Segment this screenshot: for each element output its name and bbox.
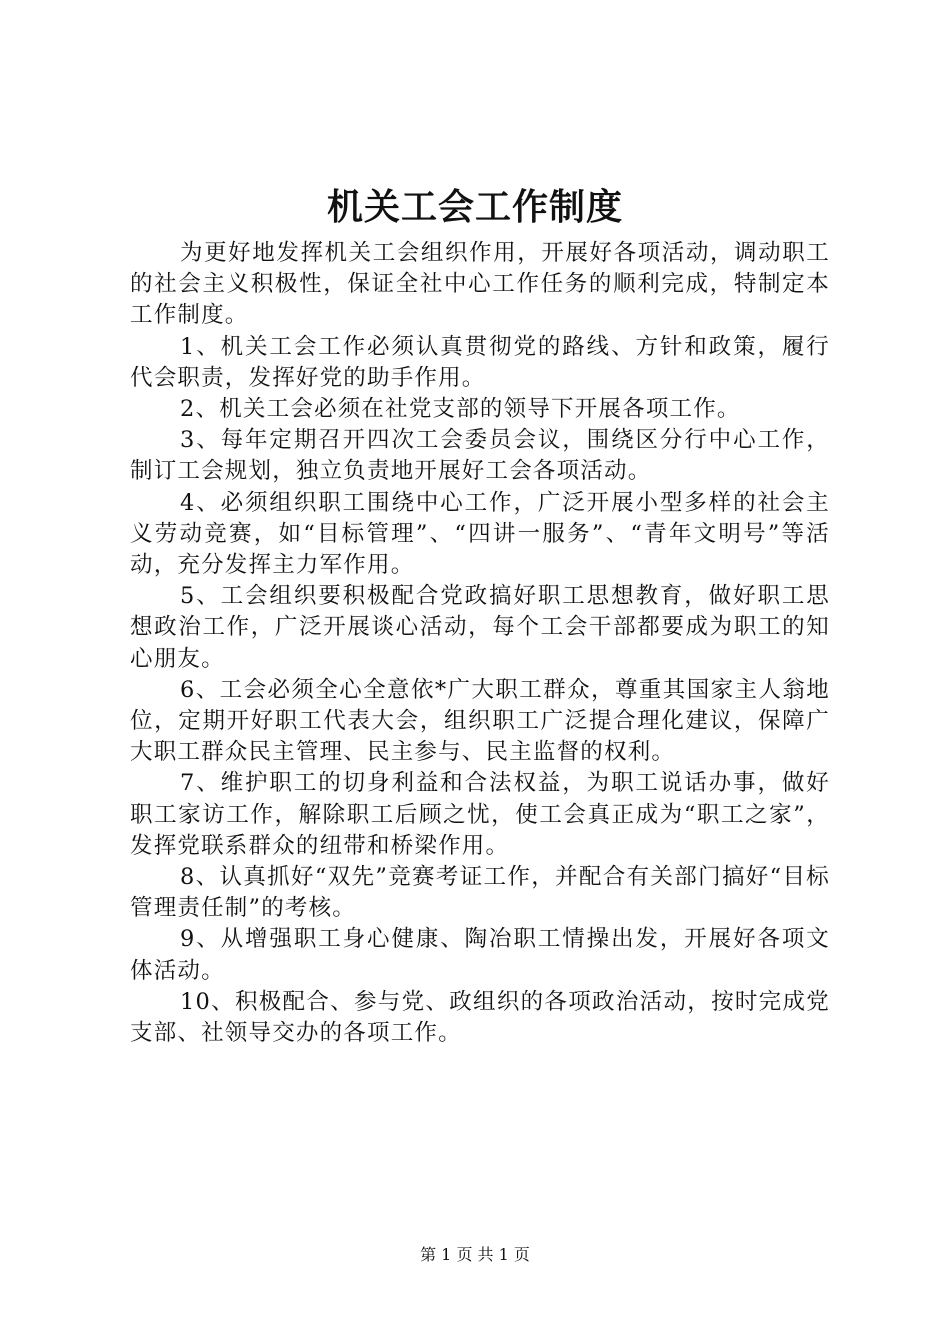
- document-title: 机关工会工作制度: [326, 186, 623, 228]
- paragraph-item-10: 10、积极配合、参与党、政组织的各项政治活动，按时完成党支部、社领导交办的各项工作。: [130, 988, 830, 1047]
- paragraph-item-9: 9、从增强职工身心健康、陶冶职工情操出发，开展好各项文体活动。: [130, 926, 830, 984]
- paragraph-item-3: 3、每年定期召开四次工会委员会议，围绕区分行中心工作，制订工会规划，独立负责地开展好工会各项活动。: [130, 427, 830, 485]
- paragraph-item-8: 8、认真抓好“双先”竞赛考证工作，并配合有关部门搞好“目标管理责任制”的考核。: [130, 864, 830, 922]
- document-body: [130, 238, 830, 1049]
- paragraph-item-1: 1、机关工会工作必须认真贯彻党的路线、方针和政策，履行代会职责，发挥好党的助手作用。: [130, 333, 830, 391]
- paragraph-item-4: 4、必须组织职工围绕中心工作，广泛开展小型多样的社会主义劳动竞赛，如“目标管理”、“四讲一服务”、“青年文明号”等活动，充分发挥主力军作用。: [130, 489, 830, 579]
- paragraph-item-2: 2、机关工会必须在社党支部的领导下开展各项工作。: [180, 396, 741, 423]
- page-number-footer: 第 1 页 共 1 页: [420, 1245, 530, 1264]
- paragraph-item-6: 6、工会必须全心全意依*广大职工群众，尊重其国家主人翁地位，定期开好职工代表大会，组织职工广泛提合理化建议，保障广大职工群众民主管理、民主参与、民主监督的权利。: [130, 676, 830, 766]
- paragraph-item-5: 5、工会组织要积极配合党政搞好职工思想教育，做好职工思想政治工作，广泛开展谈心活动，每个工会干部都要成为职工的知心朋友。: [130, 583, 830, 672]
- paragraph-item-7: 7、维护职工的切身利益和合法权益，为职工说话办事，做好职工家访工作，解除职工后顾之忧，使工会真正成为“职工之家”，发挥党联系群众的纽带和桥梁作用。: [130, 770, 830, 859]
- paragraph-intro: 为更好地发挥机关工会组织作用，开展好各项活动，调动职工的社会主义积极性，保证全社中心工作任务的顺利完成，特制定本工作制度。: [130, 240, 830, 329]
